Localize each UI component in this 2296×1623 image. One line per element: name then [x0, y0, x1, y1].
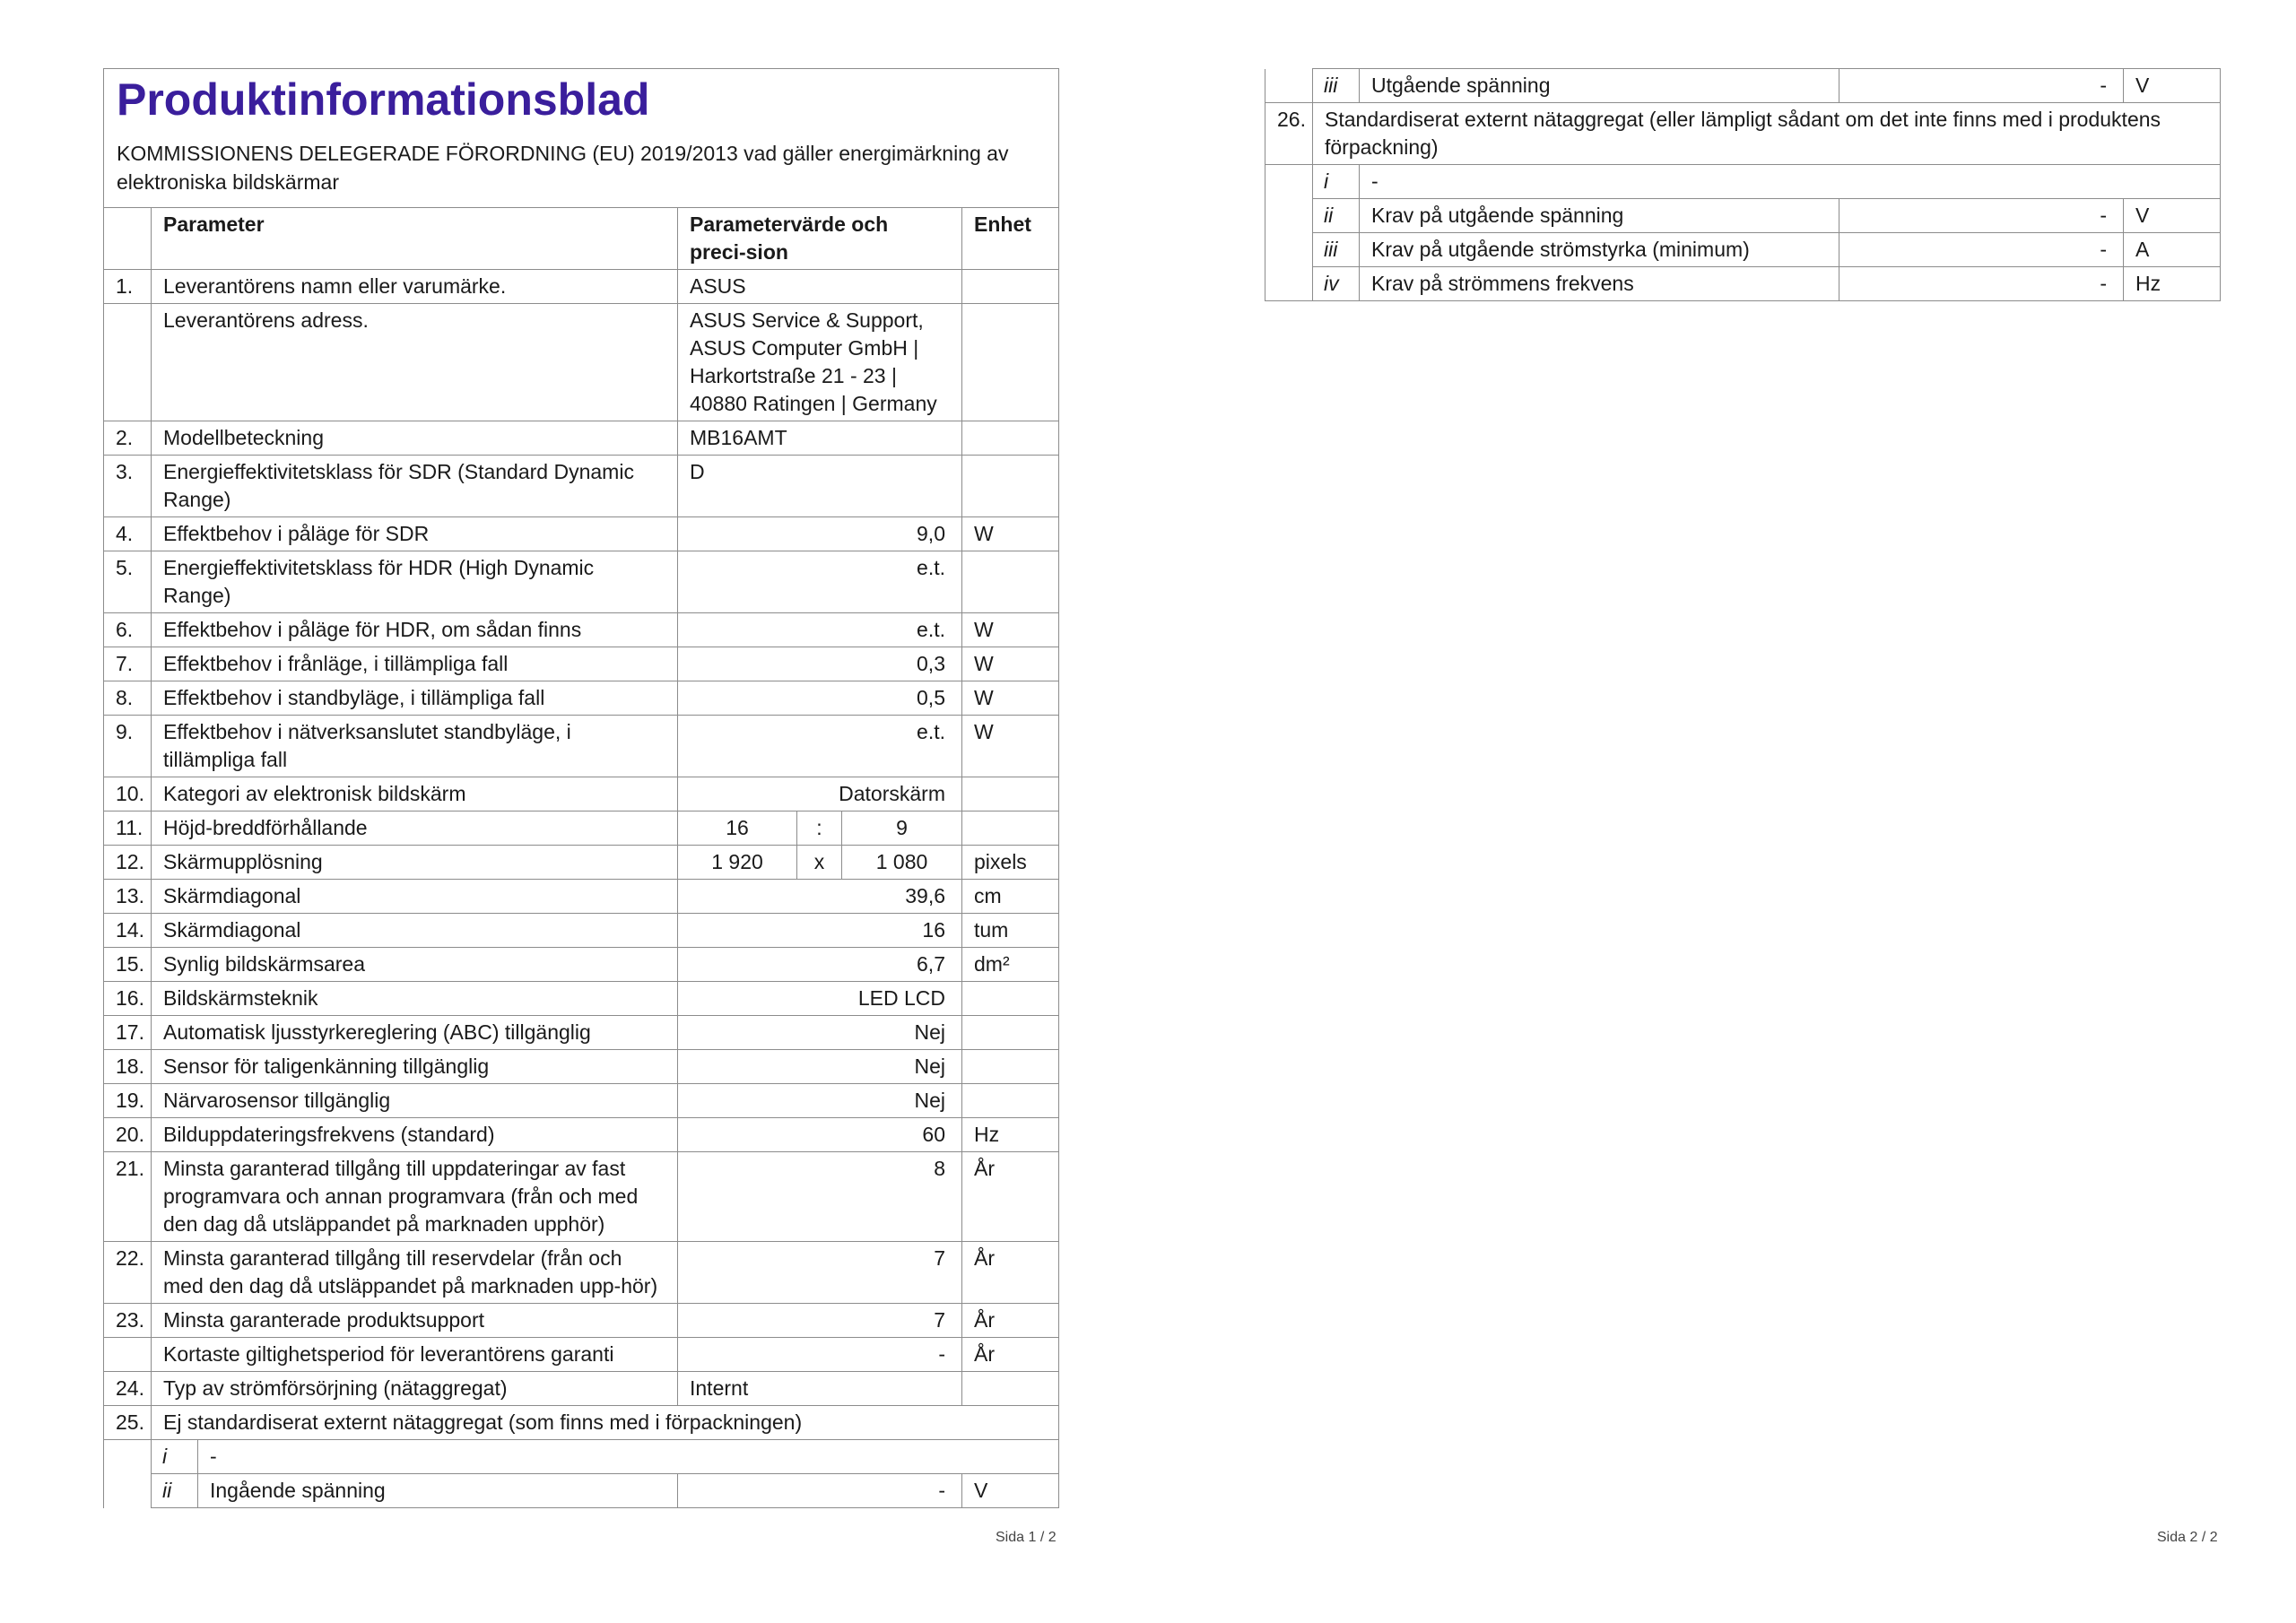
row-value: Nej — [678, 1084, 962, 1118]
row-value-separator: x — [797, 846, 842, 880]
table-row — [104, 777, 1059, 812]
row-number: 8. — [104, 681, 152, 716]
table-row — [104, 948, 1059, 982]
row-value: MB16AMT — [678, 421, 962, 456]
row-number: 14. — [104, 914, 152, 948]
row-number — [104, 1440, 152, 1474]
row-number — [1265, 199, 1313, 233]
row-roman-numeral: iii — [1313, 69, 1360, 103]
row-value: - — [678, 1474, 962, 1508]
row-unit — [962, 1084, 1059, 1118]
table-row — [104, 1372, 1059, 1406]
row-roman-numeral: i — [152, 1440, 198, 1474]
number-header — [104, 208, 152, 270]
row-value: 7 — [678, 1242, 962, 1304]
table-row-26-iv — [1265, 267, 2221, 301]
table-row — [104, 681, 1059, 716]
page-title: Produktinformationsblad — [117, 74, 650, 125]
row-value: - — [1839, 233, 2124, 267]
row-parameter: Effektbehov i påläge för SDR — [152, 517, 678, 551]
row-unit — [962, 1016, 1059, 1050]
page-footer-2: Sida 2 / 2 — [2157, 1530, 2218, 1545]
row-number: 26. — [1265, 103, 1313, 165]
table-row — [104, 517, 1059, 551]
column-header-row — [104, 208, 1059, 270]
row-value: e.t. — [678, 716, 962, 777]
row-unit: W — [962, 716, 1059, 777]
row-parameter: Bildskärmsteknik — [152, 982, 678, 1016]
table-row — [104, 304, 1059, 421]
row-unit: W — [962, 681, 1059, 716]
row-value: Nej — [678, 1016, 962, 1050]
table-row — [104, 1152, 1059, 1242]
row-parameter: Standardiserat externt nätaggregat (eller lämpligt sådant om det inte finns med i produktens förpackning) — [1313, 103, 2221, 165]
row-value: 9,0 — [678, 517, 962, 551]
row-unit: År — [962, 1152, 1059, 1242]
page-footer-1: Sida 1 / 2 — [996, 1530, 1057, 1545]
row-unit: W — [962, 647, 1059, 681]
row-value: Datorskärm — [678, 777, 962, 812]
row-value: e.t. — [678, 613, 962, 647]
row-number: 2. — [104, 421, 152, 456]
value-header: Parametervärde och preci-sion — [678, 208, 962, 270]
row-number: 5. — [104, 551, 152, 613]
row-parameter: - — [198, 1440, 1059, 1474]
row-unit — [962, 551, 1059, 613]
row-parameter: Skärmdiagonal — [152, 914, 678, 948]
row-value-separator: : — [797, 812, 842, 846]
table-row-25-iii — [1265, 69, 2221, 103]
table-row — [104, 270, 1059, 304]
table-row — [104, 613, 1059, 647]
row-unit: År — [962, 1304, 1059, 1338]
row-number: 4. — [104, 517, 152, 551]
row-number — [1265, 267, 1313, 301]
row-number: 25. — [104, 1406, 152, 1440]
row-number: 20. — [104, 1118, 152, 1152]
row-parameter: - — [1360, 165, 2221, 199]
product-info-table — [103, 68, 1059, 1508]
row-value: D — [678, 456, 962, 517]
row-number: 1. — [104, 270, 152, 304]
row-parameter: Typ av strömförsörjning (nätaggregat) — [152, 1372, 678, 1406]
row-unit: V — [2124, 199, 2221, 233]
row-value: - — [678, 1338, 962, 1372]
row-parameter: Ingående spänning — [198, 1474, 678, 1508]
row-unit: W — [962, 517, 1059, 551]
row-unit: pixels — [962, 846, 1059, 880]
row-value-second: 9 — [842, 812, 962, 846]
row-parameter: Minsta garanterad tillgång till uppdateringar av fast programvara och annan programvara (från och med den dag då utsläppandet på marknaden upphör) — [152, 1152, 678, 1242]
row-number: 19. — [104, 1084, 152, 1118]
row-number — [104, 1338, 152, 1372]
row-value: - — [1839, 267, 2124, 301]
table-row-25-i — [104, 1440, 1059, 1474]
row-parameter: Bilduppdateringsfrekvens (standard) — [152, 1118, 678, 1152]
row-value: - — [1839, 199, 2124, 233]
row-unit: tum — [962, 914, 1059, 948]
page-1-rows — [104, 270, 1059, 1406]
row-parameter: Kortaste giltighetsperiod för leverantörens garanti — [152, 1338, 678, 1372]
table-row — [104, 1304, 1059, 1338]
row-parameter: Synlig bildskärmsarea — [152, 948, 678, 982]
row-parameter: Minsta garanterad tillgång till reservdelar (från och med den dag då utsläppandet på marknaden upp-hör) — [152, 1242, 678, 1304]
unit-header: Enhet — [962, 208, 1059, 270]
row-value-first: 16 — [678, 812, 797, 846]
row-number: 3. — [104, 456, 152, 517]
row-number — [1265, 233, 1313, 267]
row-value: Nej — [678, 1050, 962, 1084]
row-unit: W — [962, 613, 1059, 647]
header-cell — [104, 69, 1059, 208]
row-parameter: Effektbehov i påläge för HDR, om sådan finns — [152, 613, 678, 647]
row-value-second: 1 080 — [842, 846, 962, 880]
table-row — [104, 1050, 1059, 1084]
row-unit — [962, 421, 1059, 456]
row-value: ASUS — [678, 270, 962, 304]
row-unit — [962, 812, 1059, 846]
row-number: 11. — [104, 812, 152, 846]
row-parameter: Effektbehov i frånläge, i tillämpliga fall — [152, 647, 678, 681]
row-parameter: Krav på strömmens frekvens — [1360, 267, 1839, 301]
row-unit: Hz — [962, 1118, 1059, 1152]
row-unit — [962, 1372, 1059, 1406]
row-unit: År — [962, 1338, 1059, 1372]
table-row — [104, 1338, 1059, 1372]
row-unit — [962, 456, 1059, 517]
table-row-26-i — [1265, 165, 2221, 199]
row-roman-numeral: i — [1313, 165, 1360, 199]
row-parameter: Modellbeteckning — [152, 421, 678, 456]
row-number: 21. — [104, 1152, 152, 1242]
row-unit: dm² — [962, 948, 1059, 982]
row-unit: cm — [962, 880, 1059, 914]
table-row — [104, 914, 1059, 948]
row-number: 24. — [104, 1372, 152, 1406]
row-value: 39,6 — [678, 880, 962, 914]
table-row — [104, 456, 1059, 517]
row-number: 7. — [104, 647, 152, 681]
row-number: 15. — [104, 948, 152, 982]
row-value: 16 — [678, 914, 962, 948]
table-row — [104, 421, 1059, 456]
row-unit: A — [2124, 233, 2221, 267]
table-row — [104, 982, 1059, 1016]
row-parameter: Kategori av elektronisk bildskärm — [152, 777, 678, 812]
row-parameter: Effektbehov i standbyläge, i tillämpliga fall — [152, 681, 678, 716]
row-parameter: Energieffektivitetsklass för HDR (High Dynamic Range) — [152, 551, 678, 613]
row-number: 13. — [104, 880, 152, 914]
row-value: ASUS Service & Support, ASUS Computer GmbH | Harkortstraße 21 - 23 | 40880 Ratingen | Germany — [678, 304, 962, 421]
row-parameter: Leverantörens namn eller varumärke. — [152, 270, 678, 304]
row-value: 7 — [678, 1304, 962, 1338]
row-value: - — [1839, 69, 2124, 103]
page-1 — [103, 68, 1058, 1508]
row-parameter: Leverantörens adress. — [152, 304, 678, 421]
row-unit: År — [962, 1242, 1059, 1304]
row-parameter: Närvarosensor tillgänglig — [152, 1084, 678, 1118]
row-unit — [962, 270, 1059, 304]
row-roman-numeral: iv — [1313, 267, 1360, 301]
row-value: LED LCD — [678, 982, 962, 1016]
row-number: 17. — [104, 1016, 152, 1050]
row-unit: Hz — [2124, 267, 2221, 301]
row-number: 9. — [104, 716, 152, 777]
row-parameter: Ej standardiserat externt nätaggregat (som finns med i förpackningen) — [152, 1406, 1059, 1440]
row-roman-numeral: ii — [1313, 199, 1360, 233]
row-unit: V — [2124, 69, 2221, 103]
table-row-25-ii — [104, 1474, 1059, 1508]
table-row-25 — [104, 1406, 1059, 1440]
regulation-subtitle: KOMMISSIONENS DELEGERADE FÖRORDNING (EU) 2019/2013 vad gäller energimärkning av elektroniska bildskärmar — [117, 142, 1009, 194]
row-parameter: Automatisk ljusstyrkereglering (ABC) tillgänglig — [152, 1016, 678, 1050]
row-value-first: 1 920 — [678, 846, 797, 880]
parameter-header: Parameter — [152, 208, 678, 270]
row-parameter: Skärmupplösning — [152, 846, 678, 880]
row-parameter: Krav på utgående spänning — [1360, 199, 1839, 233]
row-unit — [962, 982, 1059, 1016]
table-row — [104, 1118, 1059, 1152]
row-value: Internt — [678, 1372, 962, 1406]
table-row-26 — [1265, 103, 2221, 165]
row-number: 6. — [104, 613, 152, 647]
row-value: 0,5 — [678, 681, 962, 716]
row-number: 18. — [104, 1050, 152, 1084]
table-row — [104, 716, 1059, 777]
row-number — [1265, 69, 1313, 103]
row-roman-numeral: ii — [152, 1474, 198, 1508]
row-number: 12. — [104, 846, 152, 880]
row-number: 10. — [104, 777, 152, 812]
row-value: e.t. — [678, 551, 962, 613]
row-unit — [962, 304, 1059, 421]
row-number: 16. — [104, 982, 152, 1016]
row-unit — [962, 777, 1059, 812]
product-info-table-continued — [1265, 68, 2221, 301]
row-value: 6,7 — [678, 948, 962, 982]
table-row-26-ii — [1265, 199, 2221, 233]
table-row — [104, 1016, 1059, 1050]
row-parameter: Effektbehov i nätverksanslutet standbyläge, i tillämpliga fall — [152, 716, 678, 777]
row-roman-numeral: iii — [1313, 233, 1360, 267]
row-unit — [962, 1050, 1059, 1084]
row-value: 8 — [678, 1152, 962, 1242]
table-row — [104, 1084, 1059, 1118]
row-number: 22. — [104, 1242, 152, 1304]
table-row — [104, 1242, 1059, 1304]
table-row — [104, 647, 1059, 681]
row-parameter: Krav på utgående strömstyrka (minimum) — [1360, 233, 1839, 267]
table-row — [104, 812, 1059, 846]
table-row — [104, 880, 1059, 914]
page-2 — [1265, 68, 2220, 301]
row-parameter: Skärmdiagonal — [152, 880, 678, 914]
row-number — [1265, 165, 1313, 199]
table-header-block — [104, 69, 1059, 208]
row-number — [104, 304, 152, 421]
row-parameter: Minsta garanterade produktsupport — [152, 1304, 678, 1338]
row-number: 23. — [104, 1304, 152, 1338]
row-parameter: Sensor för taligenkänning tillgänglig — [152, 1050, 678, 1084]
row-parameter: Utgående spänning — [1360, 69, 1839, 103]
row-value: 0,3 — [678, 647, 962, 681]
row-number — [104, 1474, 152, 1508]
row-unit: V — [962, 1474, 1059, 1508]
table-row — [104, 846, 1059, 880]
table-row-26-iii — [1265, 233, 2221, 267]
table-row — [104, 551, 1059, 613]
row-parameter: Energieffektivitetsklass för SDR (Standard Dynamic Range) — [152, 456, 678, 517]
row-value: 60 — [678, 1118, 962, 1152]
row-parameter: Höjd-breddförhållande — [152, 812, 678, 846]
